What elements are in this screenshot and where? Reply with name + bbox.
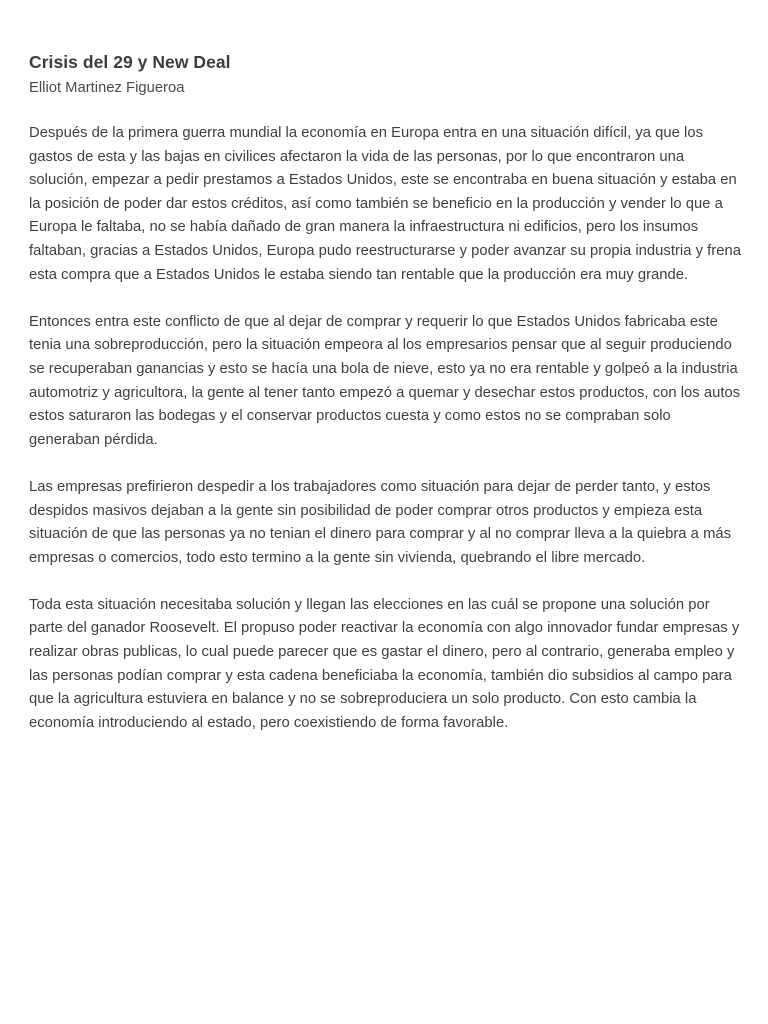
paragraph-2: Entonces entra este conflicto de que al dejar de comprar y requerir lo que Estados Unidos fabricaba este tenia una sobreproducción, pero la situación empeora al los empresarios pensar que al seguir produciendo se recuperaban ganancias y esto se hacía una bola de nieve, esto ya no era rentable y golpeó a la industria automotriz y agricultora, la gente al tener tanto empezó a quemar y desechar estos productos, con los autos estos saturaron las bodegas y el conservar productos cuesta y como estos no se compraban solo generaban pérdida.: [29, 313, 741, 448]
paragraph-1: Después de la primera guerra mundial la economía en Europa entra en una situación difícil, ya que los gastos de esta y las bajas en civilices afectaron la vida de las personas, por lo que encontraron una solución, empezar a pedir prestamos a Estados Unidos, este se encontraba en buena situación y estaba en la posición de poder dar estos créditos, así como también se beneficio en la producción y vender lo que a Europa le faltaba, no se había dañado de gran manera la infraestructura ni edificios, pero los insumos faltaban, gracias a Estados Unidos, Europa pudo reestructurarse y poder avanzar su propia industria y frena esta compra que a Estados Unidos le estaba siendo tan rentable que la producción era muy grande.: [29, 125, 741, 283]
document-title: Crisis del 29 y New Deal: [29, 52, 231, 72]
document-page: [29, 50, 741, 759]
paragraph-4: Toda esta situación necesitaba solución y llegan las elecciones en las cuál se propone una solución por parte del ganador Roosevelt. El propuso poder reactivar la economía con algo innovador fundar empresas y realizar obras publicas, lo cual puede parecer que es gastar el dinero, pero al contrario, generaba empleo y las personas podían comprar y esta cadena beneficiaba la economía, también dio subsidios al campo para que la agricultura estuviera en balance y no se sobreproduciera un solo producto. Con esto cambia la economía introduciendo al estado, pero coexistiendo de forma favorable.: [29, 596, 740, 731]
document-author: Elliot Martinez Figueroa: [29, 80, 185, 96]
paragraph-3: Las empresas prefirieron despedir a los trabajadores como situación para dejar de perder tanto, y estos despidos masivos dejaban a la gente sin posibilidad de poder comprar otros productos y empieza esta situación de que las personas ya no tenian el dinero para comprar y al no comprar lleva a la quiebra a más empresas o comercios, todo esto termino a la gente sin vivienda, quebrando el libre mercado.: [29, 478, 732, 566]
document-body: [29, 122, 741, 735]
